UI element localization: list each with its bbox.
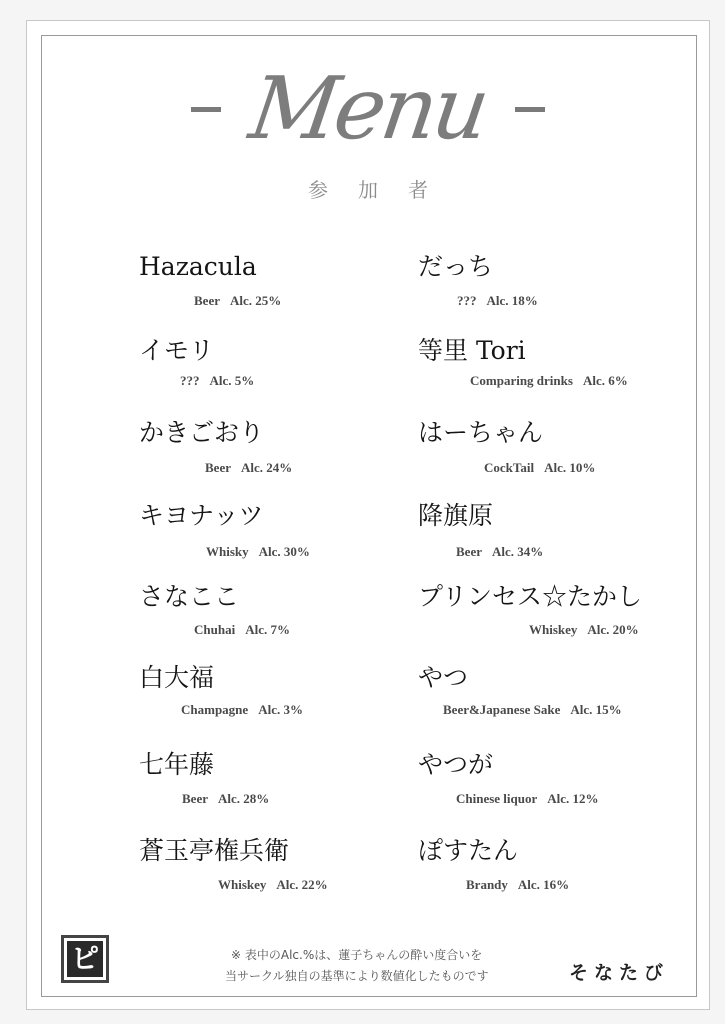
entry-detail <box>205 461 292 474</box>
entry-detail <box>456 545 543 558</box>
entry-alc: Alc. 10% <box>544 460 596 475</box>
entry-name: イモリ <box>139 336 215 365</box>
entry-type: Brandy <box>466 877 508 892</box>
entry-type: Beer <box>456 544 482 559</box>
footnote <box>225 945 489 987</box>
entry-alc: Alc. 16% <box>517 877 570 892</box>
entry-name: だっち <box>418 252 494 281</box>
entry-detail <box>456 792 599 805</box>
entry-type: Beer <box>194 293 220 308</box>
entry-name: 七年藤 <box>139 750 215 779</box>
entry-type: Beer <box>182 791 208 806</box>
entry-detail <box>194 294 281 307</box>
entry-name: ぽすたん <box>418 836 519 865</box>
entry-detail <box>443 703 622 716</box>
entry-alc: Alc. 12% <box>547 791 599 806</box>
entry-detail <box>181 703 303 716</box>
entry-name: やつが <box>418 750 494 779</box>
logo-mark: ピ <box>67 941 103 977</box>
entry-alc: Alc. 30% <box>258 544 310 559</box>
entry-alc: Alc. 28% <box>217 791 270 806</box>
entry-name: はーちゃん <box>418 418 544 447</box>
menu-sheet <box>26 20 710 1010</box>
entry-detail <box>529 623 639 636</box>
entry-detail <box>218 878 328 891</box>
entry-name: やつ <box>418 663 469 692</box>
entry-alc: Alc. 22% <box>276 877 328 892</box>
entry-type: ??? <box>180 373 200 388</box>
entry-name: 等里 Tori <box>418 336 526 365</box>
entry-detail <box>457 294 538 307</box>
entry-name: 白大福 <box>139 663 215 692</box>
entry-alc: Alc. 20% <box>587 622 639 637</box>
entry-name: 降旗原 <box>418 501 494 530</box>
entry-detail <box>194 623 290 636</box>
footnote-line-2: 当サークル独自の基準により数値化したものです <box>225 969 489 983</box>
entry-alc: Alc. 7% <box>245 622 290 637</box>
entry-detail <box>206 545 310 558</box>
entry-detail <box>182 792 269 805</box>
menu-subtitle: 参加者 <box>308 178 458 202</box>
entry-type: Comparing drinks <box>470 373 573 388</box>
entry-alc: Alc. 24% <box>240 460 293 475</box>
entry-alc: Alc. 25% <box>229 293 282 308</box>
entry-detail <box>484 461 595 474</box>
entry-type: CockTail <box>484 460 535 475</box>
entry-type: Whisky <box>206 544 249 559</box>
entry-type: Whiskey <box>218 877 267 892</box>
entry-type: Whiskey <box>529 622 578 637</box>
title-dash-left <box>191 107 221 112</box>
entry-type: Chinese liquor <box>456 791 538 806</box>
entry-alc: Alc. 34% <box>491 544 544 559</box>
entry-alc: Alc. 3% <box>258 702 303 717</box>
entry-alc: Alc. 5% <box>209 373 255 388</box>
entry-alc: Alc. 18% <box>486 293 538 308</box>
entry-type: Beer&Japanese Sake <box>443 702 561 717</box>
entry-name: プリンセス☆たかし <box>418 582 643 611</box>
circle-logo <box>61 935 109 983</box>
menu-title: Menu <box>244 59 492 159</box>
entry-type: Chuhai <box>194 622 236 637</box>
entry-detail <box>466 878 569 891</box>
entry-alc: Alc. 6% <box>582 373 628 388</box>
title-dash-right <box>515 107 545 112</box>
entry-name: キヨナッツ <box>139 501 264 530</box>
footnote-line-1: ※ 表中のAlc.%は、蓮子ちゃんの酔い度合いを <box>231 948 483 962</box>
menu-header <box>27 59 709 159</box>
entry-name: かきごおり <box>139 418 265 447</box>
entry-detail <box>470 374 628 387</box>
entry-type: Champagne <box>181 702 249 717</box>
entry-name: Hazacula <box>139 252 257 281</box>
entry-type: ??? <box>457 293 477 308</box>
entry-type: Beer <box>205 460 231 475</box>
entry-name: さなここ <box>139 582 240 611</box>
brand-name: そなたび <box>569 962 670 984</box>
entry-name: 蒼玉亭権兵衛 <box>139 836 290 865</box>
entry-alc: Alc. 15% <box>570 702 622 717</box>
entry-detail <box>180 374 254 387</box>
